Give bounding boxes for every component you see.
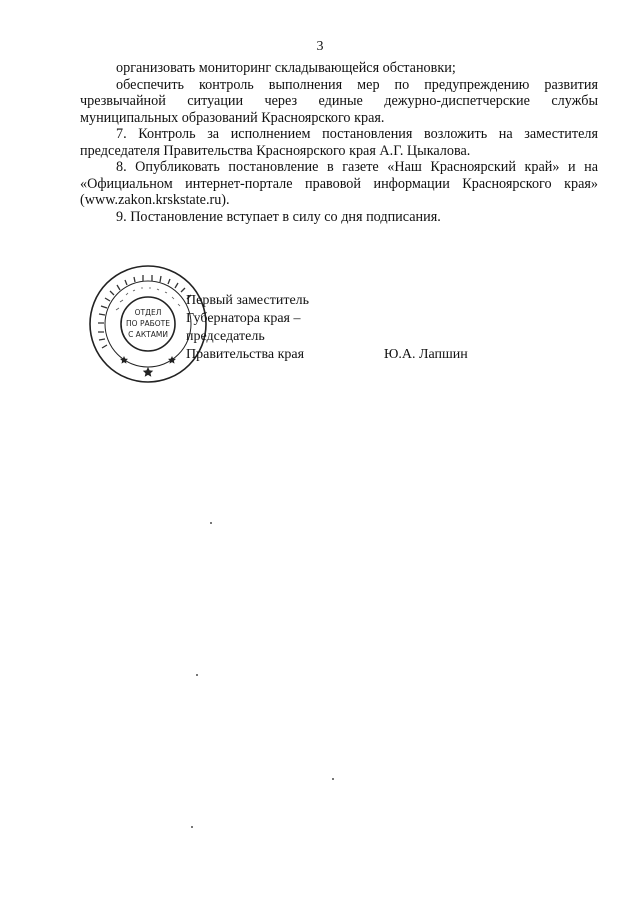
signatory-title-line: Первый заместитель (186, 293, 310, 308)
paragraph-monitoring: организовать мониторинг складывающейся обстановки; (116, 60, 456, 76)
paragraph-9-effective: 9. Постановление вступает в силу со дня подписания. (116, 208, 441, 225)
stamp-line-s-aktami: С АКТАМИ (128, 330, 168, 339)
signatory-title-line: Правительства края (186, 347, 305, 362)
stamp-line-po-rabote: ПО РАБОТЕ (126, 319, 170, 328)
scan-speck (191, 826, 193, 828)
document-body (80, 60, 598, 225)
scan-speck (332, 778, 334, 780)
paragraph-8-publish: 8. Опубликовать постановление в газете «Наш Красноярский край» и на «Официальном интернет-портале правовой информации Красноярского края» (www.zakon.krskstate.ru). (80, 159, 598, 208)
stamp-line-otdel: ОТДЕЛ (134, 308, 162, 317)
scan-speck (210, 522, 212, 524)
signatory-title-line: председатель (186, 329, 265, 344)
signatory-title (186, 292, 309, 364)
paragraph-control-measures: обеспечить контроль выполнения мер по предупреждению развития чрезвычайной ситуации через единые дежурно-диспетчерские службы муниципальных образований Красноярского края. (80, 76, 598, 126)
paragraph-7-control: 7. Контроль за исполнением постановления возложить на заместителя председателя Правительства Красноярского края А.Г. Цыкалова. (80, 126, 598, 159)
signatory-title-line: Губернатора края – (186, 311, 301, 326)
page-number: 3 (316, 39, 324, 54)
signatory-name: Ю.А. Лапшин (384, 347, 468, 362)
scan-speck (196, 674, 198, 676)
